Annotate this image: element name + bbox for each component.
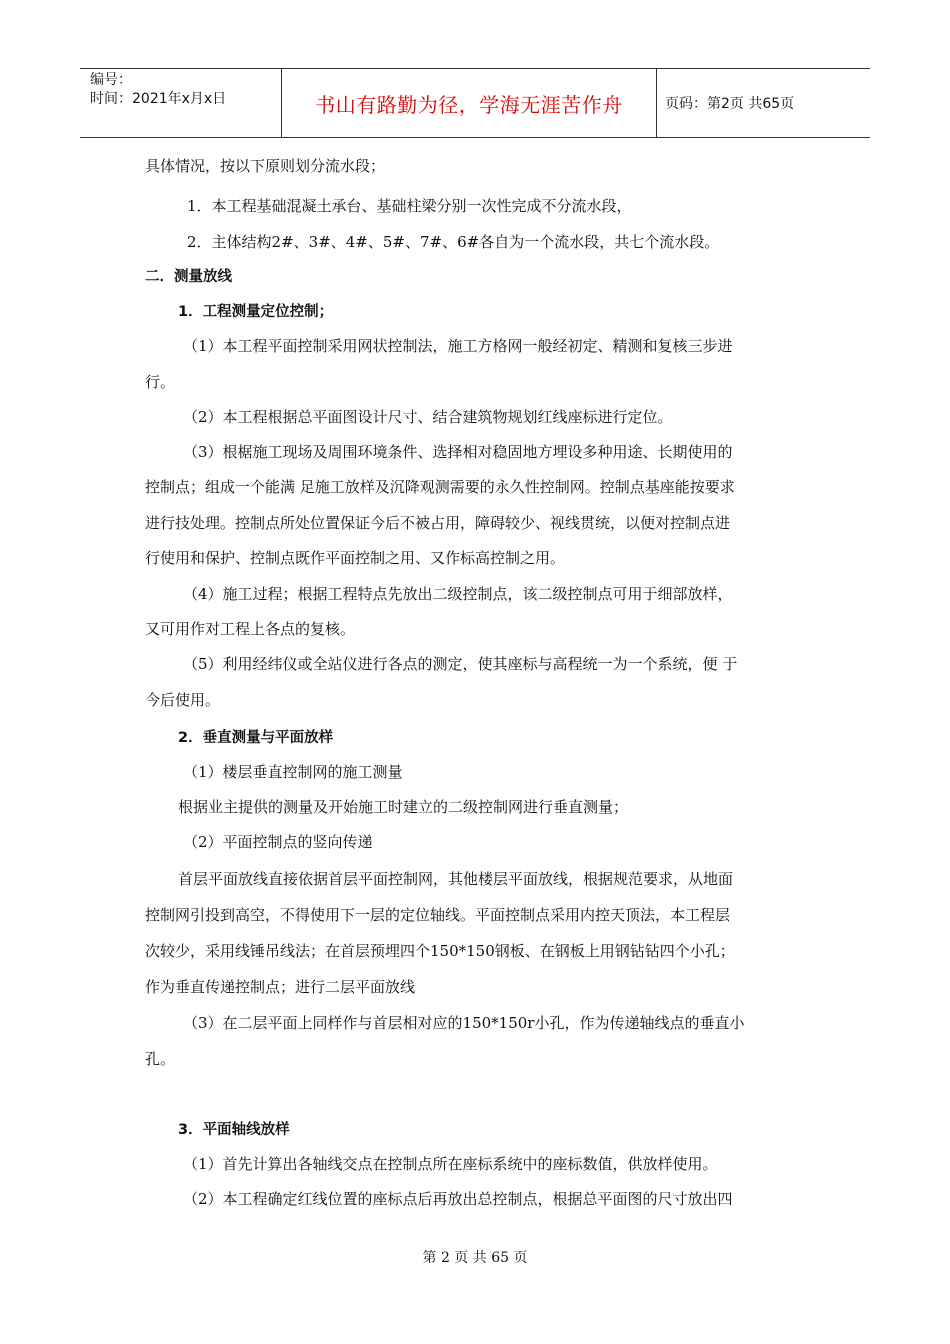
paragraph-line: （4）施工过程；根据工程特点先放出二级控制点，该二级控制点可用于细部放样， — [183, 585, 733, 603]
header-motto: 书山有路勤为径，学海无涯苦作舟 — [282, 69, 657, 137]
page-footer: 第 2 页 共 65 页 — [422, 1250, 528, 1266]
paragraph-line: 控制点；组成一个能满 足施工放样及沉降观测需要的永久性控制网。控制点基座能按要求 — [145, 478, 735, 496]
paragraph-line: 具体情况，按以下原则划分流水段； — [145, 157, 386, 175]
serial-number-label: 编号： — [90, 72, 132, 88]
paragraph-line: （3）根椐施工现场及周围环境条件、选择相对稳固地方埋设多种用途、长期使用的 — [183, 443, 733, 461]
header-page-info: 页码：第2页 共65页 — [665, 96, 795, 112]
paragraph-line: 行使用和保护、控制点既作平面控制之用、又作标高控制之用。 — [145, 549, 566, 567]
subsection-heading: 2．垂直测量与平面放样 — [178, 730, 334, 746]
subsection-heading: 1．工程测量定位控制； — [178, 304, 334, 320]
subsection-heading: 3．平面轴线放样 — [178, 1122, 290, 1138]
paragraph-line: （1）楼层垂直控制网的施工测量 — [183, 763, 403, 781]
paragraph-line: 次较少，采用线锤吊线法；在首层预埋四个150*150钢板、在钢板上用钢钻钻四个小孔； — [145, 942, 735, 960]
paragraph-line: （1）本工程平面控制采用网状控制法，施工方格网一般经初定、精测和复核三步进 — [183, 337, 733, 355]
paragraph-line: （5）利用经纬仪或全站仪进行各点的测定，使其座标与高程统一为一个系统，便 于 — [183, 655, 738, 673]
paragraph-line: 根据业主提供的测量及开始施工时建立的二级控制网进行垂直测量； — [178, 798, 629, 816]
paragraph-line: 作为垂直传递控制点；进行二层平面放线 — [145, 978, 416, 996]
list-item: 1．本工程基础混凝土承台、基础柱梁分别一次性完成不分流水段， — [187, 197, 632, 215]
paragraph-line: 首层平面放线直接依据首层平面控制网，其他楼层平面放线，根据规范要求，从地面 — [178, 870, 734, 888]
paragraph-line: 又可用作对工程上各点的复核。 — [145, 620, 356, 638]
paragraph-line: 孔。 — [145, 1050, 176, 1068]
paragraph-line: 行。 — [145, 373, 176, 391]
paragraph-line: （2）本工程根据总平面图设计尺寸、结合建筑物规划红线座标进行定位。 — [183, 408, 673, 426]
paragraph-line: 控制网引投到高空，不得使用下一层的定位轴线。平面控制点采用内控天顶法，本工程层 — [145, 906, 731, 924]
time-label: 时间：2021年x月x日 — [90, 91, 227, 107]
section-heading: 二．测量放线 — [145, 269, 232, 285]
paragraph-line: （2）平面控制点的竖向传递 — [183, 833, 373, 851]
paragraph-line: （3）在二层平面上同样作与首层相对应的150*150r小孔，作为传递轴线点的垂直小 — [183, 1014, 745, 1032]
paragraph-line: （2）本工程确定红线位置的座标点后再放出总控制点，根据总平面图的尺寸放出四 — [183, 1190, 733, 1208]
paragraph-line: 今后使用。 — [145, 691, 221, 709]
paragraph-line: 进行技处理。控制点所处位置保证今后不被占用，障碍较少、视线贯统，以便对控制点进 — [145, 514, 731, 532]
list-item: 2．主体结构2#、3#、4#、5#、7#、6#各自为一个流水段，共七个流水段。 — [187, 233, 720, 251]
paragraph-line: （1）首先计算出各轴线交点在控制点所在座标系统中的座标数值，供放样使用。 — [183, 1155, 718, 1173]
document-header — [80, 68, 870, 138]
header-meta — [80, 69, 282, 137]
